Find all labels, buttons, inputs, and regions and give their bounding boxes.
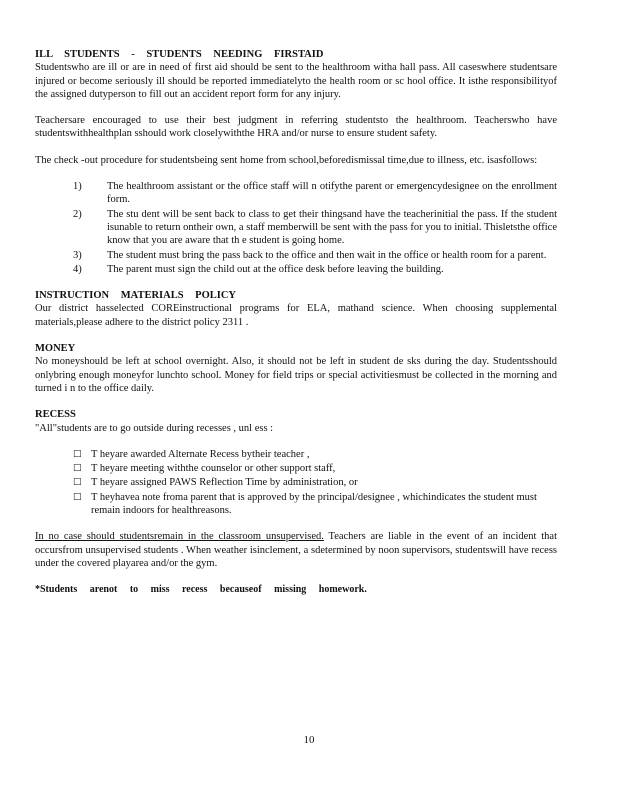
step-text: The healthroom assistant or the office staff will n otifythe parent or emergencydesignee on the enrollment form. [107,181,557,206]
bullet-text: T heyare awarded Alternate Recess bytheir teacher , [91,448,310,460]
list-item [35,208,557,248]
checkout-steps-list [35,180,557,276]
step-number: 1) [73,181,82,193]
page-number: 10 [303,734,315,746]
bullet-text: T heyhavea note froma parent that is approved by the principal/designee , whichindicates the student must remain indoors for healthreasons. [91,491,537,517]
checkbox-bullet-icon: □ [73,477,82,488]
recess-supervision-rest: Teachers are liable in the event of an incident that occursfrom unsupervised students . When weather isinclement, a sdetermined by noon supervisors, studentswill have recess under the covered playarea and/or the gym. [35,531,557,569]
recess-footnote: *Students arenot to miss recess becauseof missing homework. [35,584,367,596]
recess-heading: RECESS [35,409,76,421]
list-item [35,476,557,489]
ill-students-heading: ILL STUDENTS - STUDENTS NEEDING FIRSTAID [35,49,324,60]
list-item [35,448,557,461]
money-heading: MONEY [35,343,76,355]
ill-students-paragraph-1: Studentswho are ill or are in need of first aid should be sent to the healthroom witha hall pass. All caseswhere studentsare injured or become seriously ill should be reported immediatelyto the health room or sc hool office. It isthe responsibilityof the assigned dutyperson to fill out an accident report form for any injury. [35,62,557,100]
ill-students-paragraph-3: The check -out procedure for studentsbeing sent home from school,beforedismissal time,due to illness, etc. isasfollows: [35,154,538,166]
document-page [35,48,557,597]
step-number: 2) [73,208,82,220]
bullet-text: T heyare meeting withthe counselor or other support staff, [91,463,336,475]
list-item [35,249,557,262]
recess-supervision-paragraph [35,530,557,570]
list-item [35,491,557,518]
step-number: 3) [73,249,82,261]
instruction-materials-heading: INSTRUCTION MATERIALS POLICY [35,290,237,302]
list-item [35,462,557,475]
step-text: The student must bring the pass back to the office and then wait in the office or health room for a parent. [107,249,547,261]
money-paragraph: No moneyshould be left at school overnight. Also, it should not be left in student de sks during the day. Studentsshould onlybring enough moneyfor lunchto school. Money for field trips or special activitiesmust be collected in the morning and turned i n to the office daily. [35,356,557,394]
list-item [35,180,557,207]
step-number: 4) [73,263,82,275]
list-item [35,263,557,276]
checkbox-bullet-icon: □ [73,491,82,502]
recess-supervision-underlined: In no case should studentsremain in the classroom unsupervised. [35,531,324,543]
checkbox-bullet-icon: □ [73,463,82,474]
recess-exceptions-list [35,448,557,517]
instruction-materials-paragraph: Our district hasselected COREinstructional programs for ELA, mathand science. When choosing supplemental materials,please adhere to the district policy 2311 . [35,303,557,328]
checkbox-bullet-icon: □ [73,448,82,459]
ill-students-paragraph-2: Teachersare encouraged to use their best judgment in referring studentsto the healthroom. Teacherswho have studentswithhealthplan sshould work closelywiththe HRA and/or nurse to ensure student safety. [35,115,557,140]
bullet-text: T heyare assigned PAWS Reflection Time by administration, or [91,477,358,489]
step-text: The parent must sign the child out at the office desk before leaving the building. [107,263,444,275]
step-text: The stu dent will be sent back to class to get their thingsand have the teacherinitial the pass. If the student isunable to return ontheir own, a staff memberwill be sent with the pass for you to initial. Thisletsthe office know that you are aware that th e student is going home. [107,208,557,247]
recess-intro: "All"students are to go outside during recesses , unl ess : [35,422,274,434]
